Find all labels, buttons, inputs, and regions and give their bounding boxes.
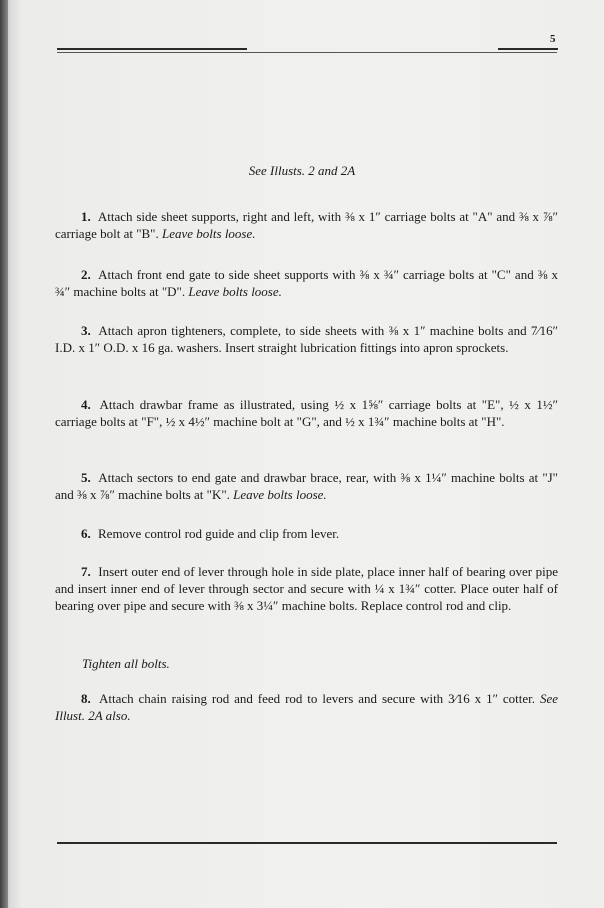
step-number: 7. xyxy=(81,564,91,579)
step-7 xyxy=(55,563,558,614)
step-3 xyxy=(55,322,558,356)
step-emphasis: Leave bolts loose. xyxy=(233,487,327,502)
section-heading: See Illusts. 2 and 2A xyxy=(248,163,356,178)
step-text: Attach front end gate to side sheet supports with ⅜ x ¾″ carriage bolts at "C" and ⅜ x ¾″ machine bolts at "D". xyxy=(55,267,558,299)
step-number: 4. xyxy=(81,397,91,412)
step-2 xyxy=(55,266,558,300)
step-text: Attach side sheet supports, right and left, with ⅜ x 1″ carriage bolts at "A" and ⅜ x ⅞″ carriage bolt at "B". xyxy=(55,209,558,241)
step-text: Remove control rod guide and clip from lever. xyxy=(98,526,340,541)
step-8 xyxy=(55,690,558,724)
step-number: 2. xyxy=(81,267,91,282)
step-text: Attach chain raising rod and feed rod to levers and secure with 3⁄16 x 1″ cotter. xyxy=(98,691,536,706)
step-6 xyxy=(55,525,558,542)
step-emphasis: Leave bolts loose. xyxy=(188,284,282,299)
top-rule-thin xyxy=(57,52,557,53)
top-rule-left xyxy=(57,48,247,50)
binding-edge xyxy=(0,0,8,908)
step-4 xyxy=(55,396,558,430)
top-rule-right xyxy=(498,48,558,50)
step-text: Attach drawbar frame as illustrated, using ½ x 1⅝″ carriage bolts at "E", ½ x 1½″ carriage bolts at "F", ½ x 4½″ machine bolt at "G", and ½ x 1¾″ machine bolts at "H". xyxy=(55,397,558,429)
step-text: Attach apron tighteners, complete, to side sheets with ⅜ x 1″ machine bolts and 7⁄16″ I.D. x 1″ O.D. x 16 ga. washers. Insert straight lubrication fittings into apron sprockets. xyxy=(55,323,558,355)
step-1 xyxy=(55,208,558,242)
page-number: 5 xyxy=(550,33,556,45)
step-number: 8. xyxy=(81,691,91,706)
step-number: 6. xyxy=(81,526,91,541)
step-emphasis: See Illust. 2A also. xyxy=(55,691,558,723)
step-text: Attach sectors to end gate and drawbar brace, rear, with ⅜ x 1¼″ machine bolts at "J" and ⅜ x ⅞″ machine bolts at "K". xyxy=(55,470,558,502)
step-number: 1. xyxy=(81,209,91,224)
tighten-note: Tighten all bolts. xyxy=(82,656,170,671)
step-text: Insert outer end of lever through hole in side plate, place inner half of bearing over pipe and insert inner end of lever through sector and secure with ¼ x 1¾″ cotter. Place outer half of bearing over pipe and secure with ⅜ x 3¼″ machine bolts. Replace control rod and clip. xyxy=(55,564,559,613)
step-number: 5. xyxy=(81,470,91,485)
step-emphasis: Leave bolts loose. xyxy=(162,226,256,241)
step-5 xyxy=(55,469,558,503)
bottom-rule xyxy=(57,842,557,844)
step-number: 3. xyxy=(81,323,91,338)
